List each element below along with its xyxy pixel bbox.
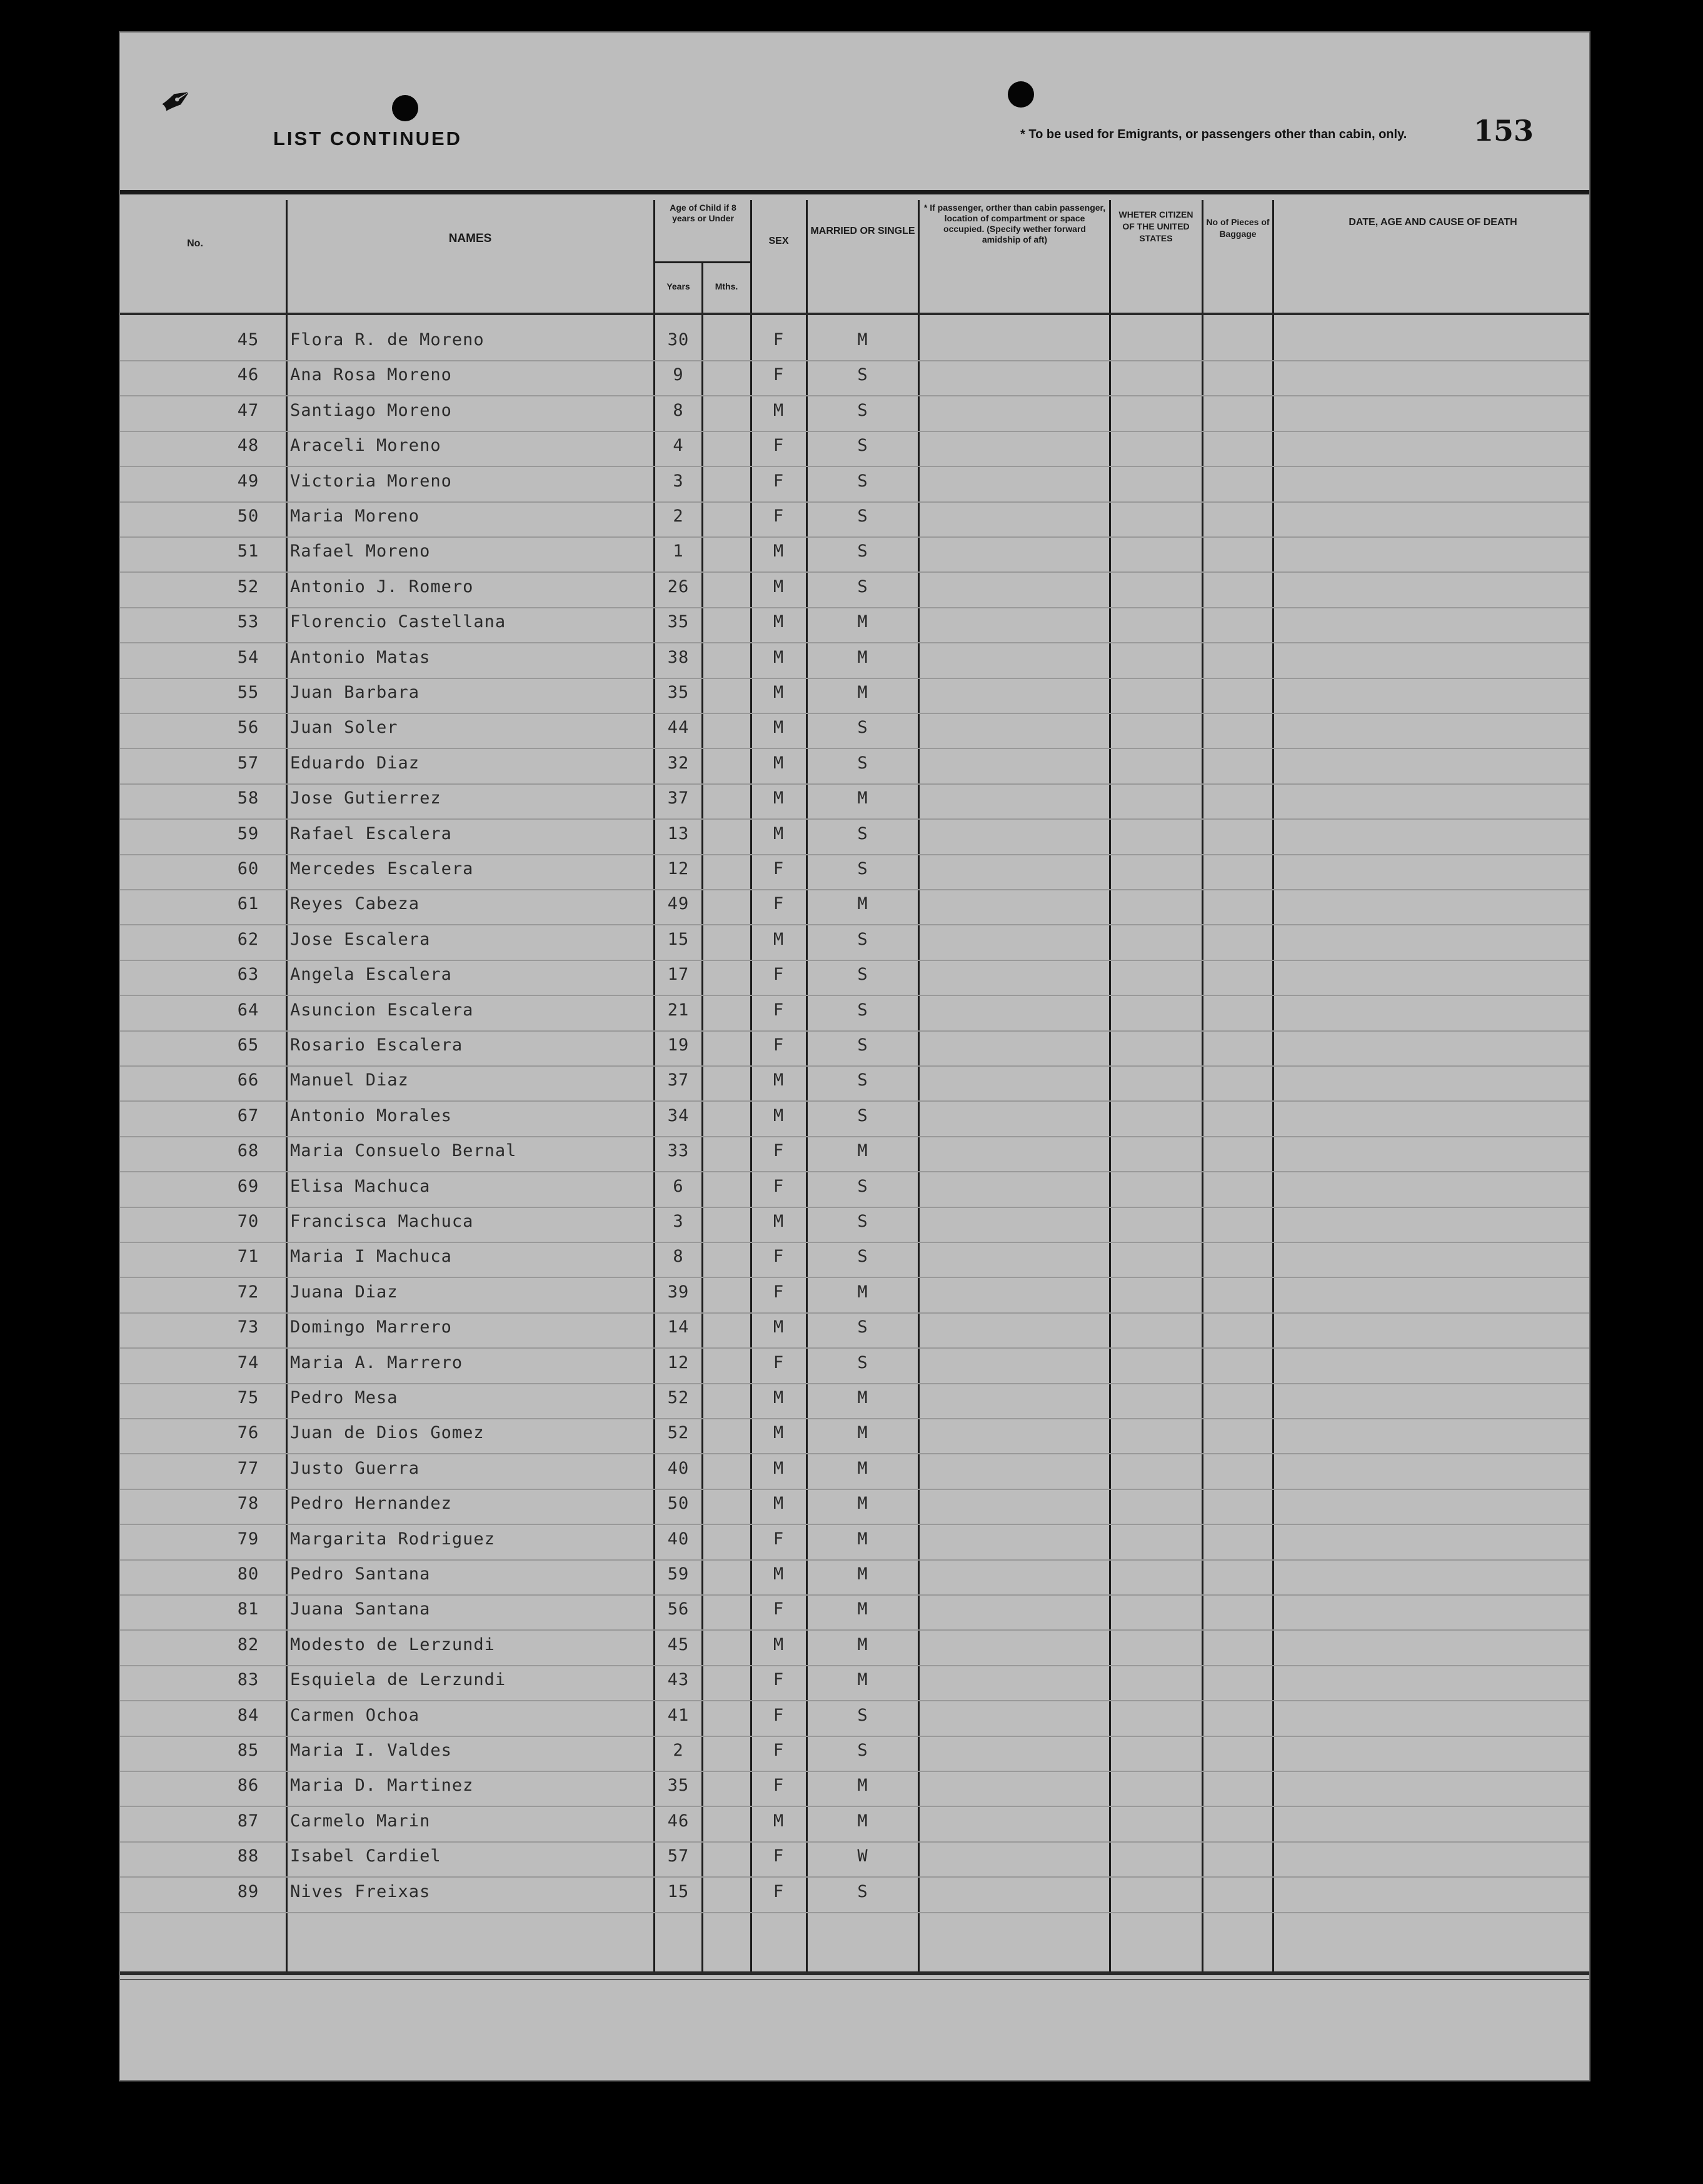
- row-number: 55: [237, 683, 259, 702]
- row-number: 73: [237, 1317, 259, 1337]
- passenger-name: Victoria Moreno: [290, 471, 452, 491]
- marital-status: M: [857, 1776, 868, 1796]
- age-years: 12: [667, 859, 690, 878]
- passenger-name: Carmen Ochoa: [290, 1705, 420, 1725]
- sex-value: M: [773, 1564, 785, 1584]
- marital-status: S: [857, 1352, 868, 1372]
- punch-hole-left: [392, 95, 418, 121]
- row-number: 63: [237, 965, 259, 985]
- age-years: 17: [667, 965, 690, 985]
- age-years: 15: [667, 1881, 690, 1901]
- table-row: [120, 678, 1589, 714]
- sex-value: F: [773, 471, 785, 491]
- passenger-name: Isabel Cardiel: [290, 1846, 441, 1866]
- footnote: * To be used for Emigrants, or passengers other than cabin, only.: [1020, 128, 1407, 141]
- table-row: [120, 325, 1589, 361]
- table-row: [120, 1701, 1589, 1737]
- marital-status: S: [857, 541, 868, 561]
- table-row: [120, 748, 1589, 785]
- row-number: 77: [237, 1458, 259, 1478]
- sex-value: F: [773, 859, 785, 878]
- sex-value: M: [773, 718, 785, 738]
- header-death: DATE, AGE AND CAUSE OF DEATH: [1349, 217, 1517, 228]
- marital-status: S: [857, 965, 868, 985]
- row-number: 58: [237, 788, 259, 808]
- row-number: 56: [237, 718, 259, 738]
- header-baggage: No of Pieces of Baggage: [1206, 217, 1270, 239]
- marital-status: S: [857, 471, 868, 491]
- table-row: [120, 1136, 1589, 1172]
- sex-value: F: [773, 365, 785, 385]
- age-years: 44: [667, 718, 690, 738]
- row-number: 88: [237, 1846, 259, 1866]
- age-years: 34: [667, 1105, 690, 1125]
- passenger-name: Maria A. Marrero: [290, 1352, 463, 1372]
- age-years: 3: [673, 471, 684, 491]
- age-years: 30: [667, 330, 690, 350]
- sex-value: F: [773, 1846, 785, 1866]
- marital-status: S: [857, 859, 868, 878]
- sex-value: F: [773, 330, 785, 350]
- manifest-table: [120, 200, 1589, 2038]
- sex-value: F: [773, 1881, 785, 1901]
- marital-status: M: [857, 1388, 868, 1407]
- marital-status: M: [857, 1423, 868, 1443]
- age-years: 13: [667, 823, 690, 843]
- sex-value: M: [773, 1105, 785, 1125]
- passenger-name: Rafael Moreno: [290, 541, 431, 561]
- marital-status: S: [857, 929, 868, 949]
- table-row: [120, 1594, 1589, 1631]
- table-row: [120, 854, 1589, 890]
- sex-value: F: [773, 506, 785, 526]
- age-years: 14: [667, 1317, 690, 1337]
- sex-value: M: [773, 1070, 785, 1090]
- table-row: [120, 1559, 1589, 1596]
- age-years: 3: [673, 1212, 684, 1231]
- row-number: 80: [237, 1564, 259, 1584]
- sex-value: M: [773, 683, 785, 702]
- age-years: 40: [667, 1458, 690, 1478]
- passenger-name: Jose Escalera: [290, 929, 431, 949]
- marital-status: M: [857, 788, 868, 808]
- sex-value: F: [773, 1176, 785, 1196]
- age-years: 50: [667, 1494, 690, 1514]
- age-years: 38: [667, 647, 690, 667]
- age-years: 37: [667, 1070, 690, 1090]
- page-number: 153: [1474, 114, 1534, 148]
- table-row: [120, 607, 1589, 643]
- table-row: [120, 1489, 1589, 1525]
- marital-status: M: [857, 1811, 868, 1831]
- age-years: 49: [667, 894, 690, 914]
- marital-status: S: [857, 1881, 868, 1901]
- marital-status: M: [857, 1564, 868, 1584]
- sex-value: F: [773, 1599, 785, 1619]
- marital-status: S: [857, 1741, 868, 1760]
- table-row: [120, 925, 1589, 961]
- marital-status: M: [857, 1141, 868, 1161]
- sex-value: M: [773, 823, 785, 843]
- passenger-name: Asuncion Escalera: [290, 1000, 474, 1020]
- table-row: [120, 1665, 1589, 1701]
- sex-value: M: [773, 1317, 785, 1337]
- marital-status: W: [857, 1846, 868, 1866]
- marital-status: S: [857, 400, 868, 420]
- age-years: 52: [667, 1388, 690, 1407]
- passenger-name: Araceli Moreno: [290, 436, 441, 456]
- sex-value: M: [773, 788, 785, 808]
- age-years: 35: [667, 683, 690, 702]
- table-row: [120, 1771, 1589, 1807]
- sex-value: F: [773, 1247, 785, 1267]
- sex-value: F: [773, 965, 785, 985]
- table-row: [120, 572, 1589, 608]
- marital-status: S: [857, 823, 868, 843]
- row-number: 57: [237, 753, 259, 773]
- age-years: 32: [667, 753, 690, 773]
- marital-status: M: [857, 330, 868, 350]
- table-row: [120, 1454, 1589, 1490]
- sex-value: F: [773, 1282, 785, 1302]
- age-years: 2: [673, 506, 684, 526]
- passenger-name: Pedro Mesa: [290, 1388, 398, 1407]
- marital-status: S: [857, 436, 868, 456]
- passenger-name: Elisa Machuca: [290, 1176, 431, 1196]
- marital-status: S: [857, 1070, 868, 1090]
- age-years: 21: [667, 1000, 690, 1020]
- marital-status: S: [857, 1000, 868, 1020]
- sex-value: F: [773, 1670, 785, 1690]
- table-row: [120, 536, 1589, 573]
- age-years: 35: [667, 612, 690, 632]
- sex-value: M: [773, 929, 785, 949]
- row-number: 75: [237, 1388, 259, 1407]
- table-row: [120, 1630, 1589, 1666]
- table-row: [120, 1065, 1589, 1102]
- age-years: 52: [667, 1423, 690, 1443]
- row-number: 45: [237, 330, 259, 350]
- table-row: [120, 643, 1589, 679]
- row-number: 72: [237, 1282, 259, 1302]
- row-number: 78: [237, 1494, 259, 1514]
- row-number: 49: [237, 471, 259, 491]
- age-years: 59: [667, 1564, 690, 1584]
- row-number: 89: [237, 1881, 259, 1901]
- marital-status: M: [857, 1599, 868, 1619]
- marital-status: S: [857, 1176, 868, 1196]
- age-years: 2: [673, 1741, 684, 1760]
- table-row: [120, 501, 1589, 538]
- table-row: [120, 1172, 1589, 1208]
- marital-status: M: [857, 1670, 868, 1690]
- punch-hole-right: [1008, 81, 1034, 108]
- age-years: 37: [667, 788, 690, 808]
- header-underline: [120, 313, 1589, 315]
- manifest-sheet: [119, 31, 1590, 2081]
- marital-status: M: [857, 1494, 868, 1514]
- row-number: 84: [237, 1705, 259, 1725]
- passenger-name: Ana Rosa Moreno: [290, 365, 452, 385]
- table-row: [120, 1312, 1589, 1349]
- passenger-name: Manuel Diaz: [290, 1070, 409, 1090]
- marital-status: M: [857, 1458, 868, 1478]
- row-number: 65: [237, 1035, 259, 1055]
- row-number: 60: [237, 859, 259, 878]
- top-rule: [120, 190, 1589, 194]
- passenger-name: Juana Santana: [290, 1599, 431, 1619]
- age-subheader-rule: [653, 261, 752, 263]
- marital-status: S: [857, 1317, 868, 1337]
- passenger-name: Margarita Rodriguez: [290, 1529, 495, 1549]
- age-years: 33: [667, 1141, 690, 1161]
- table-row: [120, 1348, 1589, 1384]
- sex-value: F: [773, 1000, 785, 1020]
- row-number: 51: [237, 541, 259, 561]
- row-number: 68: [237, 1141, 259, 1161]
- header-married: MARRIED OR SINGLE: [810, 226, 915, 236]
- passenger-name: Jose Gutierrez: [290, 788, 441, 808]
- row-number: 76: [237, 1423, 259, 1443]
- passenger-name: Modesto de Lerzundi: [290, 1634, 495, 1654]
- passenger-name: Flora R. de Moreno: [290, 330, 485, 350]
- table-row: [120, 1101, 1589, 1137]
- row-number: 70: [237, 1212, 259, 1231]
- ink-mark: ✒: [150, 73, 203, 129]
- passenger-name: Domingo Marrero: [290, 1317, 452, 1337]
- row-number: 66: [237, 1070, 259, 1090]
- sex-value: M: [773, 400, 785, 420]
- passenger-name: Maria Moreno: [290, 506, 420, 526]
- table-row: [120, 1877, 1589, 1913]
- table-row: [120, 1030, 1589, 1067]
- sex-value: M: [773, 1388, 785, 1407]
- passenger-name: Francisca Machuca: [290, 1212, 474, 1231]
- sex-value: M: [773, 1494, 785, 1514]
- marital-status: M: [857, 894, 868, 914]
- marital-status: S: [857, 576, 868, 596]
- marital-status: M: [857, 647, 868, 667]
- list-title: LIST CONTINUED: [273, 128, 463, 149]
- marital-status: S: [857, 506, 868, 526]
- sex-value: M: [773, 753, 785, 773]
- table-row: [120, 1524, 1589, 1561]
- passenger-name: Carmelo Marin: [290, 1811, 431, 1831]
- age-years: 6: [673, 1176, 684, 1196]
- marital-status: S: [857, 753, 868, 773]
- age-years: 4: [673, 436, 684, 456]
- table-row: [120, 431, 1589, 467]
- passenger-name: Santiago Moreno: [290, 400, 452, 420]
- sheet-header: [120, 33, 1589, 195]
- row-number: 83: [237, 1670, 259, 1690]
- sex-value: M: [773, 576, 785, 596]
- passenger-name: Florencio Castellana: [290, 612, 506, 632]
- marital-status: M: [857, 1634, 868, 1654]
- sex-value: F: [773, 1352, 785, 1372]
- row-number: 71: [237, 1247, 259, 1267]
- sex-value: M: [773, 1811, 785, 1831]
- passenger-name: Esquiela de Lerzundi: [290, 1670, 506, 1690]
- table-row: [120, 1841, 1589, 1878]
- sex-value: M: [773, 1458, 785, 1478]
- row-number: 53: [237, 612, 259, 632]
- row-number: 59: [237, 823, 259, 843]
- passenger-name: Nives Freixas: [290, 1881, 431, 1901]
- row-number: 64: [237, 1000, 259, 1020]
- row-number: 81: [237, 1599, 259, 1619]
- sex-value: M: [773, 1634, 785, 1654]
- passenger-name: Rosario Escalera: [290, 1035, 463, 1055]
- table-row: [120, 960, 1589, 996]
- row-number: 67: [237, 1105, 259, 1125]
- header-mths: Mths.: [715, 281, 738, 291]
- table-row: [120, 1207, 1589, 1243]
- age-years: 35: [667, 1776, 690, 1796]
- sex-value: F: [773, 1705, 785, 1725]
- marital-status: M: [857, 1282, 868, 1302]
- marital-status: S: [857, 1247, 868, 1267]
- age-years: 57: [667, 1846, 690, 1866]
- passenger-name: Maria I. Valdes: [290, 1741, 452, 1760]
- age-years: 46: [667, 1811, 690, 1831]
- row-number: 87: [237, 1811, 259, 1831]
- marital-status: M: [857, 612, 868, 632]
- bottom-rule-thin: [120, 1979, 1589, 1980]
- marital-status: M: [857, 1529, 868, 1549]
- marital-status: S: [857, 1705, 868, 1725]
- sex-value: F: [773, 1529, 785, 1549]
- passenger-name: Juan Soler: [290, 718, 398, 738]
- passenger-name: Rafael Escalera: [290, 823, 452, 843]
- row-number: 52: [237, 576, 259, 596]
- age-years: 40: [667, 1529, 690, 1549]
- header-location: * If passenger, orther than cabin passenger, location of compartment or space occupied. (Specify wether forward amidship of aft): [923, 203, 1106, 244]
- row-number: 82: [237, 1634, 259, 1654]
- passenger-name: Eduardo Diaz: [290, 753, 420, 773]
- sex-value: M: [773, 647, 785, 667]
- age-years: 12: [667, 1352, 690, 1372]
- age-years: 8: [673, 1247, 684, 1267]
- header-no: No.: [187, 238, 203, 249]
- table-row: [120, 396, 1589, 432]
- passenger-name: Antonio J. Romero: [290, 576, 474, 596]
- table-row: [120, 360, 1589, 396]
- age-years: 43: [667, 1670, 690, 1690]
- table-row: [120, 713, 1589, 749]
- table-row: [120, 819, 1589, 855]
- row-number: 86: [237, 1776, 259, 1796]
- marital-status: S: [857, 365, 868, 385]
- table-row: [120, 1277, 1589, 1314]
- passenger-name: Mercedes Escalera: [290, 859, 474, 878]
- row-number: 79: [237, 1529, 259, 1549]
- table-row: [120, 1242, 1589, 1278]
- row-number: 85: [237, 1741, 259, 1760]
- sex-value: F: [773, 1776, 785, 1796]
- header-sex: SEX: [768, 236, 789, 246]
- row-number: 74: [237, 1352, 259, 1372]
- marital-status: S: [857, 1212, 868, 1231]
- passenger-name: Justo Guerra: [290, 1458, 420, 1478]
- table-row: [120, 1806, 1589, 1843]
- table-row: [120, 995, 1589, 1032]
- header-years: Years: [666, 281, 690, 291]
- sex-value: F: [773, 1141, 785, 1161]
- header-citizen: WHETER CITIZEN OF THE UNITED STATES: [1118, 209, 1193, 243]
- table-row: [120, 1736, 1589, 1772]
- row-number: 62: [237, 929, 259, 949]
- age-years: 56: [667, 1599, 690, 1619]
- sex-value: M: [773, 1212, 785, 1231]
- row-number: 48: [237, 436, 259, 456]
- header-age-group: Age of Child if 8 years or Under: [670, 203, 736, 223]
- marital-status: M: [857, 683, 868, 702]
- passenger-name: Maria Consuelo Bernal: [290, 1141, 517, 1161]
- header-names: NAMES: [448, 232, 492, 245]
- passenger-name: Juana Diaz: [290, 1282, 398, 1302]
- row-number: 54: [237, 647, 259, 667]
- passenger-name: Maria I Machuca: [290, 1247, 452, 1267]
- sex-value: F: [773, 436, 785, 456]
- age-years: 1: [673, 541, 684, 561]
- age-years: 15: [667, 929, 690, 949]
- marital-status: S: [857, 1035, 868, 1055]
- age-years: 26: [667, 576, 690, 596]
- age-years: 9: [673, 365, 684, 385]
- passenger-name: Maria D. Martinez: [290, 1776, 474, 1796]
- sex-value: M: [773, 612, 785, 632]
- bottom-rule: [120, 1971, 1589, 1975]
- sex-value: M: [773, 541, 785, 561]
- row-number: 46: [237, 365, 259, 385]
- passenger-name: Antonio Morales: [290, 1105, 452, 1125]
- passenger-name: Reyes Cabeza: [290, 894, 420, 914]
- age-years: 8: [673, 400, 684, 420]
- sex-value: F: [773, 1741, 785, 1760]
- table-row: [120, 889, 1589, 925]
- table-row: [120, 1418, 1589, 1454]
- passenger-name: Juan Barbara: [290, 683, 420, 702]
- age-years: 39: [667, 1282, 690, 1302]
- row-number: 47: [237, 400, 259, 420]
- row-number: 69: [237, 1176, 259, 1196]
- table-row: [120, 466, 1589, 503]
- sex-value: M: [773, 1423, 785, 1443]
- sex-value: F: [773, 1035, 785, 1055]
- marital-status: S: [857, 718, 868, 738]
- passenger-name: Angela Escalera: [290, 965, 452, 985]
- passenger-name: Juan de Dios Gomez: [290, 1423, 485, 1443]
- row-number: 50: [237, 506, 259, 526]
- age-years: 45: [667, 1634, 690, 1654]
- passenger-name: Antonio Matas: [290, 647, 431, 667]
- sex-value: F: [773, 894, 785, 914]
- age-years: 19: [667, 1035, 690, 1055]
- passenger-name: Pedro Hernandez: [290, 1494, 452, 1514]
- passenger-name: Pedro Santana: [290, 1564, 431, 1584]
- marital-status: S: [857, 1105, 868, 1125]
- row-number: 61: [237, 894, 259, 914]
- table-row: [120, 1383, 1589, 1419]
- table-row: [120, 783, 1589, 820]
- age-years: 41: [667, 1705, 690, 1725]
